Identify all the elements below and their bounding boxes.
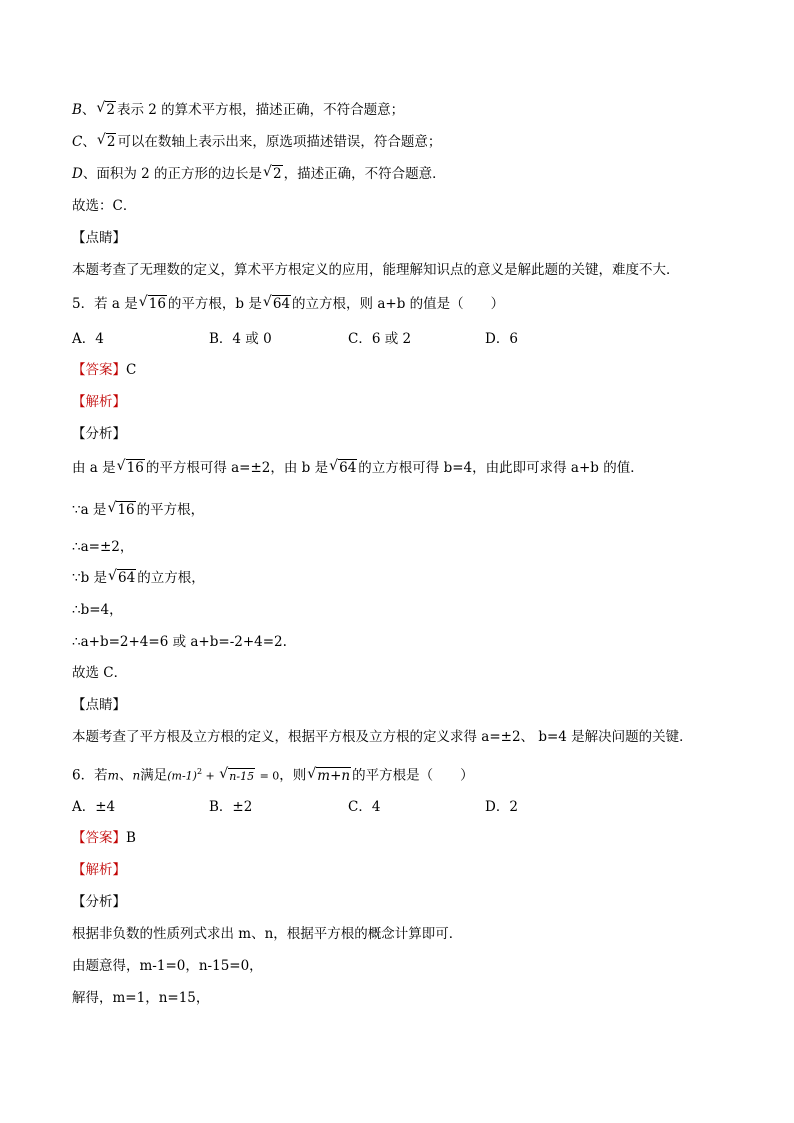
separator: 、 — [118, 767, 133, 784]
variable-m: m — [107, 768, 119, 783]
radicand: 64 — [118, 570, 136, 586]
choice-statement: 故选 C． — [72, 665, 128, 681]
sqrt-expression — [307, 766, 351, 786]
option-a: A．±4 — [72, 799, 116, 815]
option-c: C．4 — [348, 799, 381, 815]
answer-label: 【答案】 — [72, 362, 126, 378]
sqrt-expression — [139, 294, 167, 314]
variable-n: n — [132, 768, 141, 783]
explanation-text: 、面积为 2 的正方形的边长是 — [82, 166, 262, 182]
solution-step — [72, 500, 204, 520]
operator: = 0 — [256, 769, 280, 783]
option-b-explanation — [72, 100, 404, 120]
section-heading-dianjing: 【点睛】 — [72, 230, 126, 246]
explanation-text: 可以在数轴上表示出来，原选项描述错误，符合题意； — [117, 134, 442, 150]
radicand: 2 — [273, 166, 282, 182]
sqrt-expression — [329, 458, 357, 478]
answer-value: C — [126, 362, 137, 378]
operator: + — [202, 769, 219, 783]
section-heading-jiexi: 【解析】 — [72, 862, 126, 878]
sqrt-expression — [108, 568, 136, 588]
stem-text: 的立方根，则 a+b 的值是（ ） — [292, 296, 505, 312]
radicand: 2 — [106, 134, 116, 150]
dianjing-text: 本题考查了平方根及立方根的定义，根据平方根及立方根的定义求得 a=±2、 b=4 是解决问题的关键． — [72, 729, 693, 745]
answer-label: 【答案】 — [72, 830, 126, 846]
explanation-text: ，描述正确，不符合题意． — [283, 166, 446, 182]
dianjing-text: 本题考查了无理数的定义，算术平方根定义的应用，能理解知识点的意义是解此题的关键，难度不大． — [72, 262, 680, 278]
analysis-text: 根据非负数的性质列式求出 m、n，根据平方根的概念计算即可． — [72, 926, 463, 942]
step-part: 的立方根， — [137, 570, 205, 586]
sqrt-expression — [97, 132, 117, 152]
solution-step: ∴b=4， — [72, 602, 123, 618]
step-part: 的平方根， — [136, 502, 205, 518]
option-letter: B — [72, 102, 82, 118]
question-6-options — [72, 797, 518, 817]
solution-step: ∴a=±2， — [72, 539, 134, 555]
option-c: C．6 或 2 — [348, 331, 412, 347]
stem-text: 的平方根是（ ） — [352, 767, 474, 784]
option-a: A．4 — [72, 331, 104, 347]
solution-step: 由题意得，m-1=0，n-15=0， — [72, 958, 263, 974]
option-d: D．2 — [485, 799, 518, 815]
radicand: 16 — [148, 296, 166, 312]
stem-text: ，则 — [279, 767, 307, 784]
option-c-explanation — [72, 132, 441, 152]
sqrt-expression — [219, 766, 255, 786]
radicand: 2 — [106, 102, 116, 118]
section-heading-fenxi: 【分析】 — [72, 894, 126, 910]
stem-text: 6．若 — [72, 767, 108, 784]
analysis-part: 由 a 是 — [72, 460, 116, 476]
sqrt-expression — [107, 500, 135, 520]
exponent: 2 — [196, 767, 203, 776]
radicand: 16 — [126, 460, 144, 476]
question-6-stem — [72, 762, 474, 787]
analysis-part: 的立方根可得 b=4，由此即可求得 a+b 的值． — [358, 460, 644, 476]
stem-text: 的平方根，b 是 — [167, 296, 262, 312]
section-heading-fenxi: 【分析】 — [72, 426, 126, 442]
answer-value: B — [126, 830, 136, 846]
answer-line — [72, 828, 136, 848]
solution-step — [72, 568, 205, 588]
step-part: ∵a 是 — [72, 502, 107, 518]
sqrt-expression — [96, 100, 116, 120]
stem-text: 满足 — [140, 767, 168, 784]
radicand: n-15 — [229, 769, 255, 783]
option-letter: D — [72, 166, 83, 182]
explanation-text: 表示 2 的算术平方根，描述正确，不符合题意； — [117, 102, 405, 118]
analysis-part: 的平方根可得 a=±2，由 b 是 — [145, 460, 329, 476]
option-d-explanation — [72, 164, 446, 184]
analysis-text — [72, 458, 644, 478]
solution-step: ∴a+b=2+4=6 或 a+b=-2+4=2. — [72, 634, 287, 650]
option-b: B．4 或 0 — [209, 331, 272, 347]
sqrt-expression — [263, 164, 283, 184]
choice-statement: 故选：C． — [72, 198, 137, 214]
radicand: 64 — [272, 296, 291, 312]
option-letter: C — [72, 134, 83, 150]
separator: 、 — [82, 134, 96, 150]
radicand: 64 — [339, 460, 357, 476]
option-d: D．6 — [485, 331, 518, 347]
sqrt-expression — [263, 294, 291, 314]
option-b: B．±2 — [209, 799, 253, 815]
section-heading-jiexi: 【解析】 — [72, 394, 126, 410]
equation-term: (m-1) — [167, 769, 197, 783]
answer-line — [72, 360, 136, 380]
question-5-stem — [72, 294, 504, 314]
stem-text: 5．若 a 是 — [72, 296, 138, 312]
solution-step: 解得，m=1，n=15， — [72, 990, 210, 1006]
separator: 、 — [81, 102, 96, 118]
radicand: 16 — [117, 502, 135, 518]
sqrt-expression — [117, 458, 145, 478]
section-heading-dianjing: 【点睛】 — [72, 697, 126, 713]
question-5-options — [72, 329, 518, 349]
radicand: m+n — [317, 767, 351, 784]
step-part: ∵b 是 — [72, 570, 108, 586]
